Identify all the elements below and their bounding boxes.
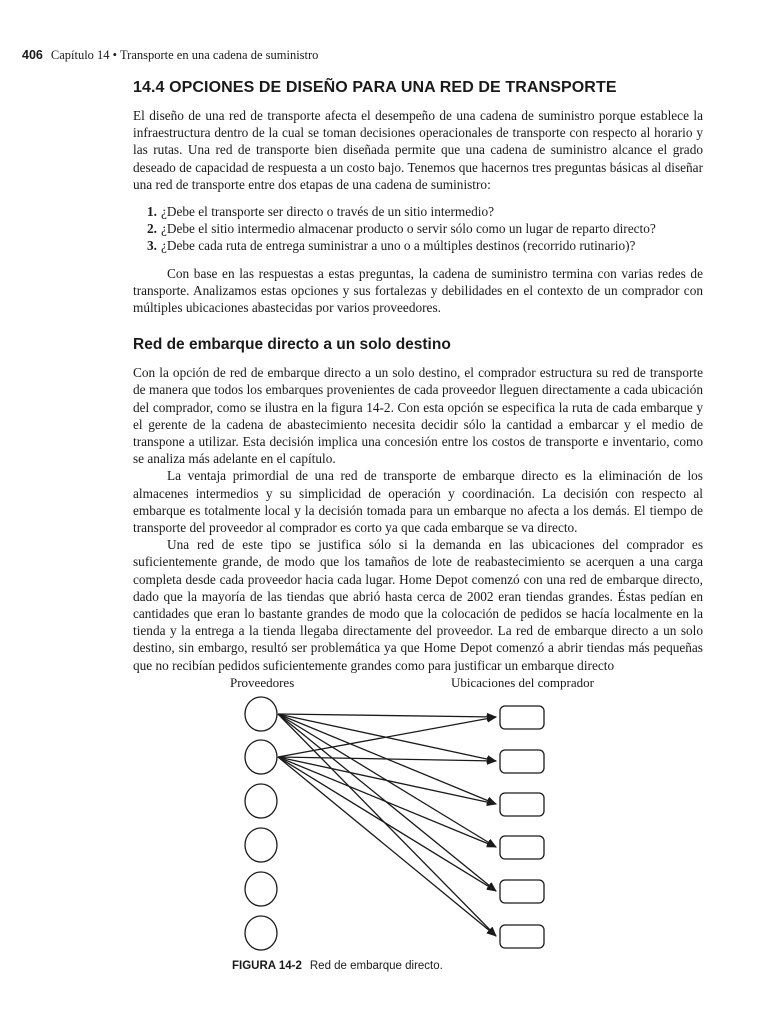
shipment-arrow <box>278 717 496 757</box>
figure-caption <box>232 960 443 972</box>
supplier-node <box>245 872 277 906</box>
buyer-location-node <box>500 750 544 773</box>
shipment-arrow <box>278 757 496 847</box>
body-paragraph-1: Con la opción de red de embarque directo a un solo destino, el comprador estructura su red de transporte de manera que todos los embarques provenientes de cada proveedor lleguen directamente a cada ubicación del comprador, como se ilustra en la figura 14-2. Con esta opción se especifica la ruta de cada embarque y el gerente de la cadena de abastecimiento necesita decidir sólo la cantidad a embarcar y el medio de transpone a utilizar. Esta decisión implica una concesión entre los costos de transporte e inventario, como se analiza más adelante en el capítulo. <box>133 365 703 467</box>
shipment-arrow <box>278 714 496 936</box>
chapter-label: Capítulo 14 <box>50 48 110 62</box>
supplier-node <box>245 697 277 731</box>
subsection-heading: Red de embarque directo a un solo destino <box>133 336 451 354</box>
after-questions-paragraph: Con base en las respuestas a estas preguntas, la cadena de suministro termina con varias redes de transporte. Analizamos estas opciones y sus fortalezas y debilidades en el contexto de un comprador con múltiples ubicaciones abastecidas por varios proveedores. <box>133 265 703 316</box>
body-paragraph-2: La ventaja primordial de una red de transporte de embarque directo es la eliminación de los almacenes intermedios y su simplicidad de operación y coordinación. La decisión con respecto al embarque es totalmente local y la decisión tomada para un embarque no afecta a los demás. El tiempo de transporte del proveedor al comprador es corto ya que cada embarque se va directo. <box>133 468 703 536</box>
figure-label-buyer-locations: Ubicaciones del comprador <box>451 675 594 690</box>
section-heading: 14.4 OPCIONES DE DISEÑO PARA UNA RED DE TRANSPORTE <box>133 79 617 96</box>
shipment-arrow <box>278 757 496 936</box>
shipment-arrow <box>278 757 496 804</box>
list-item: 2. ¿Debe el sitio intermedio almacenar producto o servir sólo como un lugar de reparto directo? <box>147 221 656 237</box>
body-paragraph-3: Una red de este tipo se justifica sólo si la demanda en las ubicaciones del comprador es suficientemente grande, de modo que los tamaños de lote de reabastecimiento se acerquen a una carga completa desde cada proveedor hacia cada lugar. Home Depot comenzó con una red de embarque directo, dado que la mayoría de las tiendas que abrió hasta cerca de 2002 eran tiendas grandes. Éstas pedían en cantidades que eran lo bastante grandes de modo que la colocación de pedidos se hacía localmente en la tienda y la entrega a la tienda llegaba directamente del proveedor. La red de embarque directo a un solo destino, sin embargo, resultó ser problemática ya que Home Depot comenzó a abrir tiendas más pequeñas que no recibían pedidos suficientemente grandes como para justificar un embarque directo <box>133 537 703 673</box>
supplier-node <box>245 740 277 774</box>
figure-number: FIGURA 14-2 <box>232 960 302 972</box>
figure-label-suppliers: Proveedores <box>230 675 295 690</box>
list-item: 1. ¿Debe el transporte ser directo o través de un sitio intermedio? <box>147 204 495 220</box>
shipment-arrow <box>278 757 496 891</box>
running-title: Transporte en una cadena de suministro <box>119 48 319 62</box>
shipment-arrow <box>278 757 496 761</box>
supplier-node <box>245 784 277 818</box>
buyer-location-node <box>500 880 544 903</box>
list-item: 3. ¿Debe cada ruta de entrega suministrar a uno o a múltiples destinos (recorrido rutinario)? <box>147 238 636 254</box>
buyer-location-node <box>500 706 544 729</box>
supplier-node <box>245 916 277 950</box>
shipment-arrow <box>278 714 496 717</box>
supplier-node <box>245 828 277 862</box>
page-number: 406 <box>22 48 43 62</box>
buyer-location-node <box>500 793 544 816</box>
bullet: • <box>112 48 118 62</box>
buyer-location-node <box>500 836 544 859</box>
buyer-location-node <box>500 925 544 948</box>
intro-paragraph: El diseño de una red de transporte afecta el desempeño de una cadena de suministro porque establece la infraestructura dentro de la cual se toman decisiones operacionales de transporte con respecto al horario y las rutas. Una red de transporte bien diseñada permite que una cadena de suministro alcance el grado deseado de capacidad de respuesta a un costo bajo. Tenemos que hacernos tres preguntas básicas al diseñar una red de transporte entre dos etapas de una cadena de suministro: <box>133 108 703 192</box>
figure-caption-text: Red de embarque directo. <box>309 960 443 972</box>
